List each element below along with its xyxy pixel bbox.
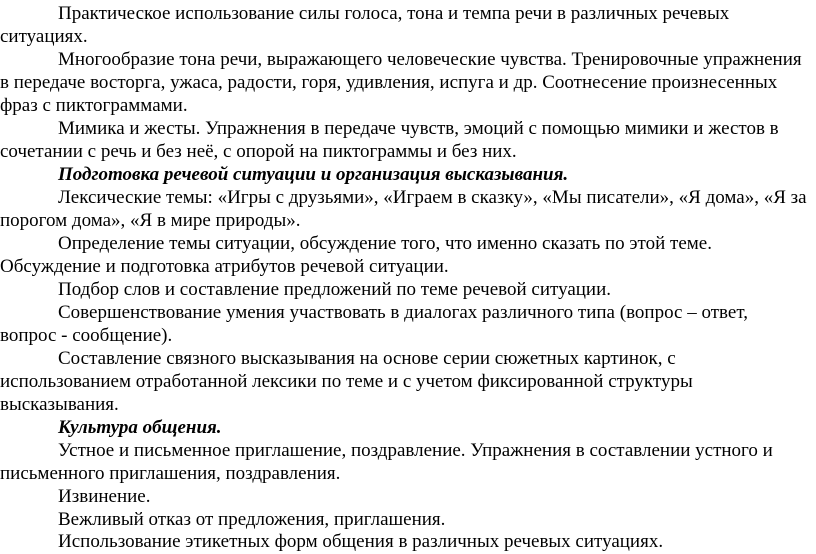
paragraph-8-line-1: Составление связного высказывания на основе серии сюжетных картинок, с <box>58 348 676 369</box>
paragraph-8-line-3: высказывания. <box>0 394 119 415</box>
paragraph-3-line-2: сочетании с речь и без неё, с опорой на пиктограммы и без них. <box>0 141 517 162</box>
paragraph-7-line-1: Совершенствование умения участвовать в диалогах различного типа (вопрос – ответ, <box>58 302 748 323</box>
paragraph-3-line-1: Мимика и жесты. Упражнения в передаче чувств, эмоций с помощью мимики и жестов в <box>58 118 779 139</box>
paragraph-13-line-1: Использование этикетных форм общения в различных речевых ситуациях. <box>58 531 664 552</box>
paragraph-7-line-2: вопрос - сообщение). <box>0 325 173 346</box>
paragraph-10-line-2: письменного приглашения, поздравления. <box>0 463 341 484</box>
paragraph-2-line-3: фраз с пиктограммами. <box>0 95 188 116</box>
paragraph-5-line-1: Определение темы ситуации, обсуждение того, что именно сказать по этой теме. <box>58 233 712 254</box>
section-heading-speech-situation: Подготовка речевой ситуации и организация высказывания. <box>58 164 569 185</box>
paragraph-6-line-1: Подбор слов и составление предложений по теме речевой ситуации. <box>58 279 612 300</box>
paragraph-10-line-1: Устное и письменное приглашение, поздравление. Упражнения в составлении устного и <box>58 440 773 461</box>
paragraph-5-line-2: Обсуждение и подготовка атрибутов речевой ситуации. <box>0 256 449 277</box>
paragraph-8-line-2: использованием отработанной лексики по теме и с учетом фиксированной структуры <box>0 371 693 392</box>
paragraph-2-line-2: в передаче восторга, ужаса, радости, горя, удивления, испуга и др. Соотнесение произнесенных <box>0 72 778 93</box>
paragraph-1-line-2: ситуациях. <box>0 26 88 47</box>
paragraph-2-line-1: Многообразие тона речи, выражающего человеческие чувства. Тренировочные упражнения <box>58 49 802 70</box>
paragraph-11-line-1: Извинение. <box>58 486 151 507</box>
paragraph-1-line-1: Практическое использование силы голоса, тона и темпа речи в различных речевых <box>58 3 730 24</box>
paragraph-4-line-1: Лексические темы: «Игры с друзьями», «Играем в сказку», «Мы писатели», «Я дома», «Я за <box>58 187 807 208</box>
paragraph-4-line-2: порогом дома», «Я в мире природы». <box>0 210 301 231</box>
paragraph-12-line-1: Вежливый отказ от предложения, приглашения. <box>58 509 446 530</box>
section-heading-communication-culture: Культура общения. <box>58 417 222 438</box>
